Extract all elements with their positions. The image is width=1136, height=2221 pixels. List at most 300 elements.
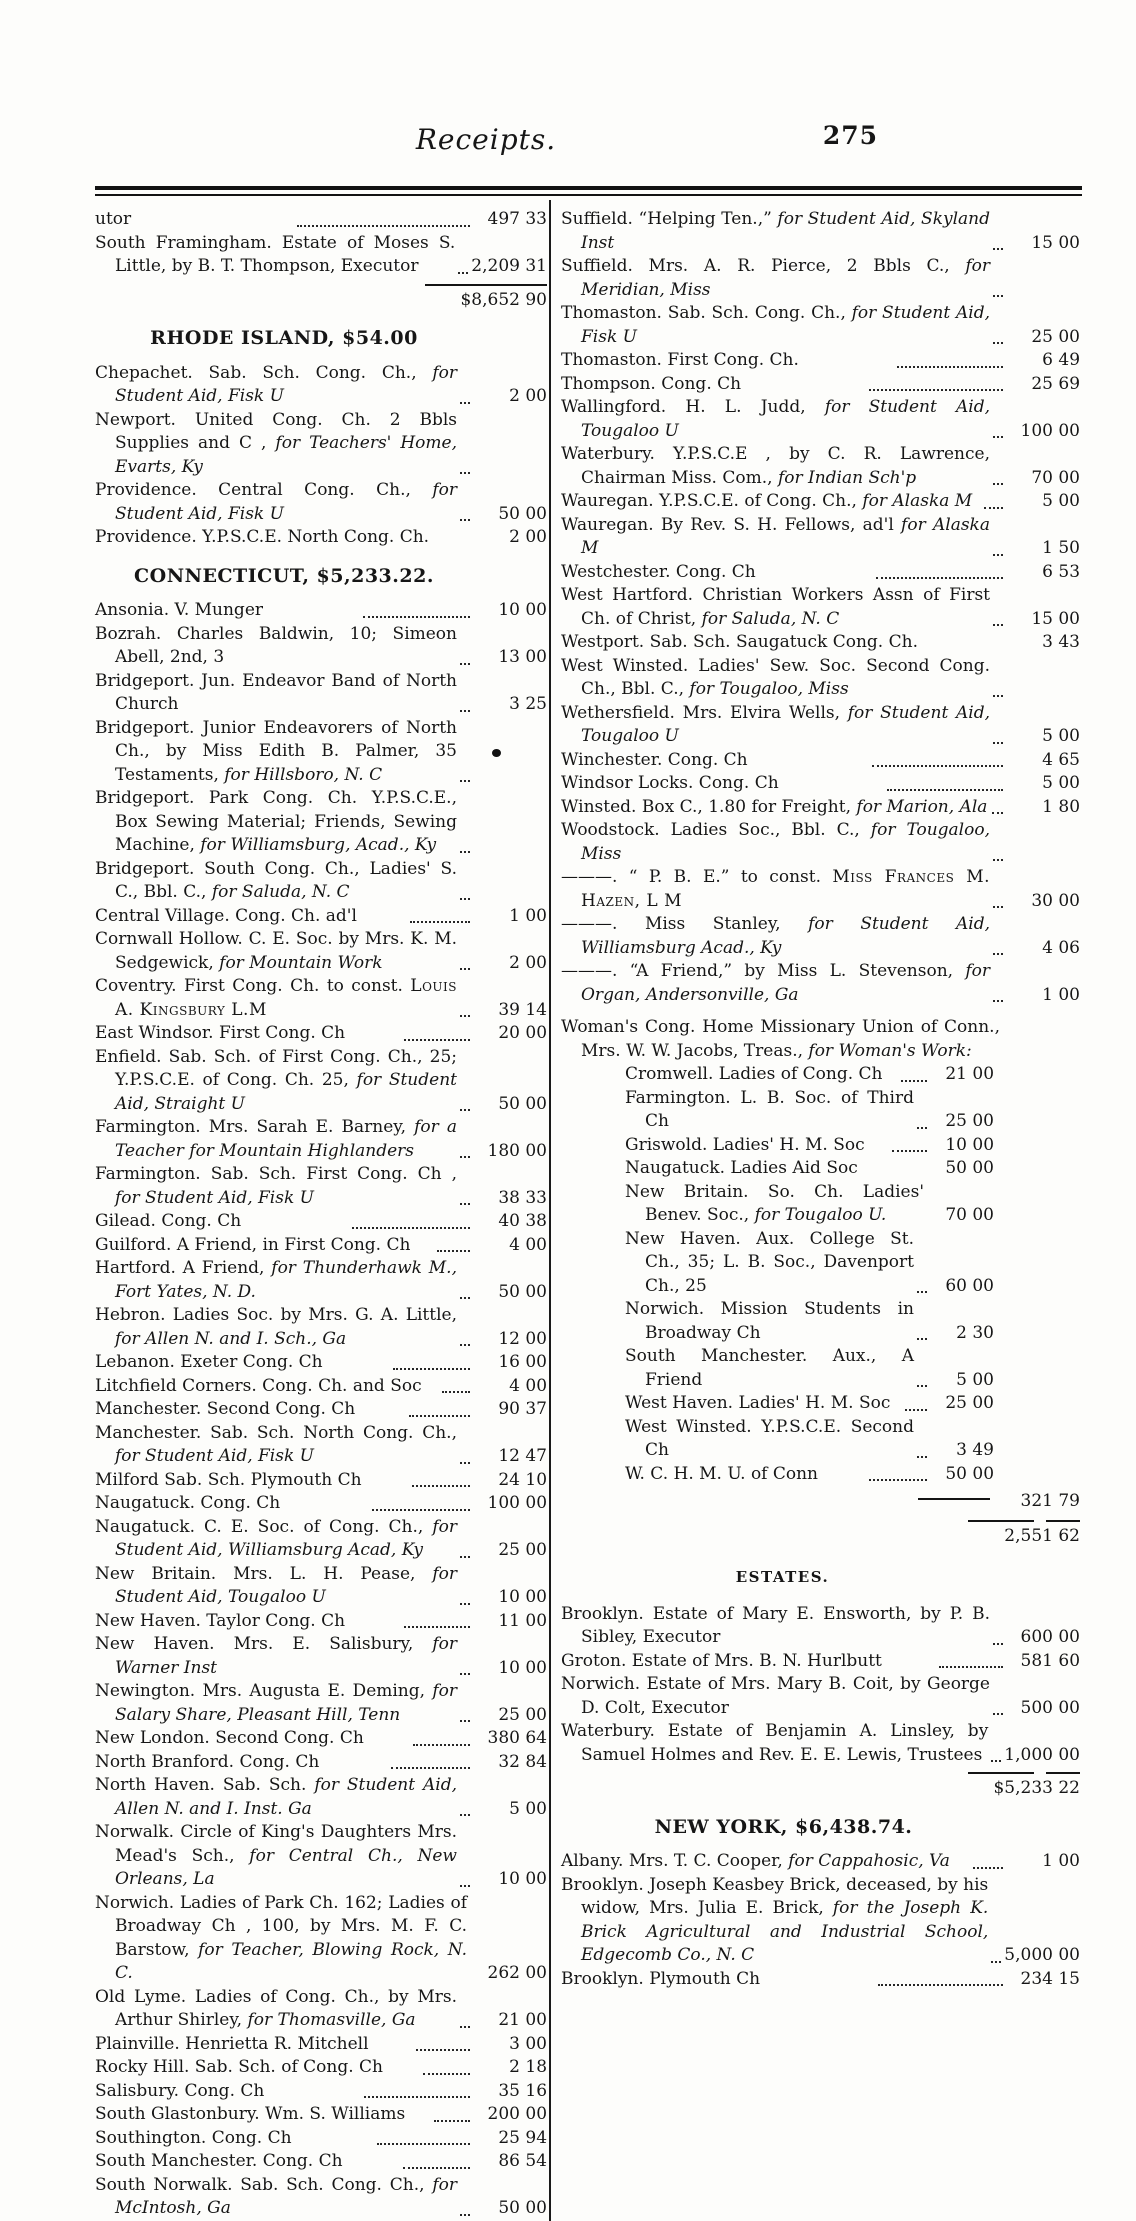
receipt-entry — [561, 1968, 1080, 1992]
italic-designation: for Student Aid, Fisk U — [115, 480, 457, 524]
amount: 10 00 — [498, 1587, 547, 1607]
dot-leader — [993, 624, 1003, 626]
entry-text-block — [625, 1063, 898, 1087]
amount: 50 00 — [945, 1463, 995, 1484]
receipt-entry — [95, 1610, 547, 1634]
amount: 11 00 — [498, 1610, 548, 1631]
dot-leader — [897, 366, 1003, 368]
entry-text: Farmington. Mrs. Sarah E. Barney, — [95, 1117, 415, 1137]
receipt-entry — [625, 1228, 994, 1299]
sum-rule-cents — [1046, 1520, 1080, 1522]
amount: 380 64 — [487, 1728, 547, 1748]
receipt-entry — [95, 1516, 547, 1563]
amount: 21 00 — [498, 2010, 547, 2030]
dot-leader — [869, 1479, 927, 1481]
entry-text-block — [95, 1492, 369, 1516]
dot-leader — [458, 272, 468, 274]
entry-text-block — [95, 208, 294, 232]
italic-designation: for Teachers' Home, Evarts, Ky — [115, 433, 457, 477]
dot-leader — [372, 1509, 470, 1511]
amount: 13 00 — [498, 647, 547, 667]
entry-text-block — [625, 1416, 914, 1463]
entry-text: East Windsor. First Cong. Ch — [95, 1023, 346, 1043]
entry-text-block — [625, 1298, 914, 1345]
italic-designation: for McIntosh, Ga — [115, 2174, 457, 2218]
entry-text-block — [95, 2080, 361, 2104]
dot-leader — [413, 1744, 470, 1746]
entry-text-block — [95, 232, 455, 279]
dot-leader — [460, 1814, 470, 1816]
entry-text: Cromwell. Ladies of Cong. Ch — [625, 1064, 883, 1084]
amount: 262 00 — [487, 1963, 547, 1983]
entry-text-block — [561, 1968, 875, 1992]
entry-text: Providence. Central Cong. Ch., — [95, 480, 433, 500]
entry-text-block — [95, 1163, 457, 1210]
italic-designation: for Warner Inst — [115, 1634, 457, 1678]
receipt-entry — [95, 975, 547, 1022]
dot-leader — [993, 953, 1003, 955]
subtotal-rule — [918, 1498, 990, 1500]
amount: 40 38 — [498, 1211, 547, 1231]
amount: 30 00 — [1031, 890, 1080, 911]
entry-text: Suffield. “Helping Ten.,” — [561, 209, 778, 229]
dot-leader — [876, 577, 1003, 579]
entry-text-block — [561, 302, 990, 349]
amount: 6 49 — [1042, 350, 1081, 370]
amount: 25 00 — [498, 1540, 547, 1560]
entry-text-block — [95, 2056, 420, 2080]
dot-leader — [992, 812, 1003, 814]
amount: 3 25 — [509, 694, 547, 714]
italic-designation: for Meridian, Miss — [581, 256, 990, 300]
italic-designation: for Hillsboro, N. C — [224, 764, 383, 785]
dot-leader — [404, 1039, 470, 1041]
entry-text-block — [95, 670, 457, 717]
receipt-entry — [625, 1134, 994, 1158]
entry-text-block — [561, 1016, 1000, 1063]
dot-leader — [416, 2049, 470, 2051]
receipt-entry — [561, 1603, 1080, 1650]
amount: 1 00 — [509, 905, 547, 926]
dot-leader — [434, 2120, 470, 2122]
receipt-entry — [561, 772, 1080, 796]
entry-text-block — [561, 655, 990, 702]
amount: 50 00 — [498, 503, 547, 524]
amount: 1 00 — [1042, 1851, 1080, 1871]
amount: 5 00 — [1042, 491, 1080, 511]
entry-text-block — [625, 1345, 914, 1392]
amount: 2 00 — [509, 952, 547, 973]
amount: 2,209 31 — [471, 256, 547, 276]
entry-text-block — [95, 623, 457, 670]
receipt-entry — [561, 819, 1080, 866]
entry-text-block — [95, 1751, 388, 1775]
entry-text-block — [561, 1650, 936, 1674]
entry-text-block — [561, 443, 990, 490]
amount: 2 00 — [509, 527, 547, 547]
sum-rule — [968, 1520, 1080, 1522]
entry-text-block — [95, 409, 457, 480]
entry-text-block — [561, 255, 990, 302]
dot-leader — [993, 906, 1003, 908]
entry-text-block — [561, 208, 990, 255]
entry-text-block — [561, 1874, 988, 1968]
dot-leader — [973, 1867, 1003, 1869]
dot-leader — [460, 968, 470, 970]
dot-leader — [460, 519, 470, 521]
dot-leader — [905, 1409, 927, 1411]
amount: 4 65 — [1042, 749, 1080, 770]
receipt-entry — [95, 2056, 547, 2080]
total-row — [95, 284, 547, 313]
dot-leader — [377, 2143, 470, 2145]
receipt-entry — [95, 670, 547, 717]
dot-leader — [460, 1720, 470, 1722]
entry-text-block — [561, 349, 894, 373]
sum-rule-dollars — [968, 1772, 1034, 1774]
entry-text: Suffield. Mrs. A. R. Pierce, 2 Bbls C., — [561, 256, 966, 276]
entry-text: Litchfield Corners. Cong. Ch. and Soc — [95, 1375, 422, 1396]
entry-text-block — [625, 1463, 866, 1487]
dot-leader — [993, 483, 1003, 485]
section-heading: ESTATES. — [735, 1568, 830, 1586]
italic-designation: for Allen N. and I. Sch., Ga — [115, 1328, 347, 1349]
entry-text-block — [95, 1469, 409, 1493]
total-amount: $5,233 22 — [993, 1778, 1080, 1798]
entry-text-block — [95, 362, 457, 409]
entry-text: Wethersfield. Mrs. Elvira Wells, — [561, 702, 848, 723]
entry-text: ———. Miss Stanley, — [561, 914, 809, 934]
italic-designation: for Student Aid, Fisk U — [115, 1446, 315, 1466]
receipt-entry — [95, 1821, 547, 1892]
right-column — [549, 200, 1080, 2221]
entry-text-block — [561, 772, 884, 796]
entry-text: Woodstock. Ladies Soc., Bbl. C., — [561, 820, 871, 840]
receipt-entry — [95, 2033, 547, 2057]
receipt-entry — [95, 1234, 547, 1258]
receipt-entry — [561, 960, 1080, 1007]
entry-text-block — [95, 2127, 374, 2151]
entry-text-block — [561, 913, 990, 960]
entry-text: New Haven. Mrs. E. Salisbury, — [95, 1634, 433, 1654]
entry-text-block — [95, 599, 360, 623]
entry-text: Manchester. Second Cong. Ch — [95, 1399, 356, 1419]
dot-leader — [460, 780, 470, 782]
entry-text: utor — [95, 209, 132, 229]
entry-text: Old Lyme. Ladies of Cong. Ch., by Mrs. Arthur Shirley, — [95, 1986, 457, 2030]
amount: 4 00 — [509, 1234, 547, 1255]
entry-text-block — [561, 373, 866, 397]
amount: 2 00 — [509, 386, 547, 406]
dot-leader — [364, 2096, 470, 2098]
receipt-entry — [95, 787, 547, 858]
entry-text-block — [95, 1022, 401, 1046]
italic-designation: for Alaska M — [581, 514, 990, 558]
dot-leader — [460, 1015, 470, 1017]
entry-text: New Britain. Mrs. L. H. Pease, — [95, 1563, 433, 1584]
entry-text: Thompson. Cong. Ch — [561, 373, 742, 394]
subtotal-amount: 321 79 — [1020, 1491, 1080, 1511]
dot-leader — [460, 402, 470, 404]
receipt-entry — [95, 858, 547, 905]
amount: 25 94 — [498, 2127, 548, 2148]
entry-text-block — [561, 819, 990, 866]
receipt-entry — [561, 302, 1080, 349]
receipt-entry — [95, 208, 547, 232]
dot-leader — [993, 1000, 1003, 1002]
entry-text: Newport. United Cong. Ch. 2 Bbls Supplies and C , — [95, 409, 457, 453]
receipt-entry — [561, 443, 1080, 490]
dot-leader — [423, 2073, 470, 2075]
dot-leader — [917, 1291, 927, 1293]
ink-blot — [492, 749, 501, 757]
state-heading: RHODE ISLAND, $54.00 — [150, 327, 418, 349]
entry-text-block — [95, 1257, 457, 1304]
entry-text: West Winsted. Ladies' Sew. Soc. Second Cong. Ch., Bbl. C., — [561, 655, 990, 699]
amount: 15 00 — [1031, 232, 1080, 253]
entry-text: Newington. Mrs. Augusta E. Deming, — [95, 1681, 433, 1701]
entry-text-block — [625, 1181, 924, 1228]
entry-text-block — [95, 1892, 467, 1986]
dot-leader — [460, 1203, 470, 1205]
entry-text: Windsor Locks. Cong. Ch — [561, 773, 779, 793]
page-number: 275 — [822, 121, 878, 150]
entry-text: Wallingford. H. L. Judd, — [561, 397, 825, 417]
amount: 180 00 — [487, 1140, 547, 1161]
dot-leader — [460, 1603, 470, 1605]
receipt-entry — [95, 623, 547, 670]
italic-designation: for Student Aid, Fisk U — [115, 362, 457, 406]
dot-leader — [460, 1344, 470, 1346]
entry-text-block — [95, 1116, 457, 1163]
entry-text: Thomaston. Sab. Sch. Cong. Ch., — [561, 303, 852, 323]
entry-text-block — [95, 2150, 400, 2174]
entry-text: New Haven. Taylor Cong. Ch — [95, 1610, 346, 1631]
entry-text: Brooklyn. Estate of Mary E. Ensworth, by P. B. Sibley, Executor — [561, 1603, 990, 1647]
entry-text-block — [95, 2103, 431, 2127]
receipt-entry — [95, 1022, 547, 1046]
receipt-entry — [95, 1398, 547, 1422]
entry-text-block — [95, 1821, 457, 1892]
receipt-entry — [95, 1422, 547, 1469]
entry-text: Bridgeport. South Cong. Ch., Ladies' S. C., Bbl. C., — [95, 858, 457, 902]
amount: 100 00 — [487, 1493, 548, 1513]
entry-text: Bridgeport. Junior Endeavorers of North Ch., by Miss Edith B. Palmer, 35 Testaments, — [95, 717, 457, 785]
amount: 234 15 — [1020, 1968, 1080, 1989]
amount: 3 43 — [1042, 632, 1080, 652]
entry-text: ———. “ P. B. E.” to const. — [561, 867, 833, 887]
entry-text: Winchester. Cong. Ch — [561, 749, 748, 770]
entry-text: Woman's Cong. Home Missionary Union of Conn., Mrs. W. W. Jacobs, Treas., — [561, 1017, 1000, 1061]
receipt-entry — [95, 1469, 547, 1493]
amount: 4 00 — [509, 1375, 548, 1396]
dot-leader — [917, 1456, 927, 1458]
dot-leader — [460, 2214, 470, 2216]
receipt-entry — [95, 526, 547, 550]
entry-text: North Haven. Sab. Sch. — [95, 1775, 315, 1795]
receipt-entry — [95, 409, 547, 480]
sum-rule-cents — [1046, 1772, 1080, 1774]
dot-leader — [993, 342, 1003, 344]
italic-designation: for Cappahosic, Va — [788, 1851, 950, 1871]
amount: 10 00 — [945, 1134, 995, 1155]
entry-text: Guilford. A Friend, in First Cong. Ch — [95, 1234, 411, 1255]
receipt-entry — [95, 1727, 547, 1751]
entry-text: Farmington. Sab. Sch. First Cong. Ch , — [95, 1164, 457, 1184]
dot-leader — [993, 554, 1003, 556]
entry-text: West Haven. Ladies' H. M. Soc — [625, 1393, 891, 1413]
amount: 200 00 — [487, 2104, 548, 2124]
entry-text-block — [95, 975, 457, 1022]
receipt-entry — [625, 1181, 994, 1228]
dot-leader — [939, 1666, 1003, 1668]
amount: 10 00 — [498, 1869, 547, 1889]
italic-designation: for Williamsburg, Acad., Ky — [200, 835, 437, 855]
entry-text: South Manchester. Cong. Ch — [95, 2151, 343, 2171]
dot-leader — [352, 1227, 470, 1229]
dot-leader — [872, 765, 1003, 767]
entry-text: Naugatuck. Ladies Aid Soc — [625, 1158, 858, 1178]
entry-text-block — [625, 1392, 902, 1416]
entry-text: Hebron. Ladies Soc. by Mrs. G. A. Little, — [95, 1305, 457, 1325]
dot-leader — [993, 742, 1003, 744]
italic-designation: for Student Aid, Williamsburg Acad, Ky — [115, 1516, 457, 1560]
receipt-entry — [95, 928, 547, 975]
italic-designation: for Student Aid, Williamsburg Acad., Ky — [581, 914, 990, 958]
dot-leader — [297, 225, 470, 227]
dot-leader — [460, 1109, 470, 1111]
dot-leader — [460, 898, 470, 900]
entry-text: Westport. Sab. Sch. Saugatuck Cong. Ch. — [561, 632, 918, 652]
dot-leader — [993, 1643, 1003, 1645]
entry-text: Naugatuck. C. E. Soc. of Cong. Ch., — [95, 1516, 433, 1537]
italic-designation: for Student Aid, Straight U — [115, 1070, 457, 1114]
receipt-entry — [561, 584, 1080, 631]
dot-leader — [991, 1961, 1001, 1963]
entry-text: Norwich. Ladies of Park Ch. 162; Ladies of Broadway Ch , 100, by Mrs. M. F. C. Barstow, — [95, 1892, 467, 1960]
dot-leader — [917, 1338, 927, 1340]
receipt-entry — [95, 1986, 547, 2033]
amount: 12 00 — [498, 1328, 547, 1349]
italic-designation: for Indian Sch'p — [777, 467, 917, 488]
entry-text-block — [95, 1210, 349, 1234]
entry-text: Waterbury. Estate of Benjamin A. Linsley, by Samuel Holmes and Rev. E. E. Lewis, Trustees — [561, 1721, 989, 1765]
entry-text: Cornwall Hollow. C. E. Soc. by Mrs. K. M. Sedgewick, — [95, 929, 457, 973]
entry-text: Enfield. Sab. Sch. of First Cong. Ch., 25; Y.P.S.C.E. of Cong. Ch. 25, — [95, 1046, 457, 1090]
amount: 497 33 — [487, 209, 547, 229]
receipt-entry — [95, 2127, 547, 2151]
amount: 86 54 — [498, 2151, 547, 2171]
receipt-entry — [561, 1673, 1080, 1720]
dot-leader — [993, 295, 1003, 297]
dot-leader — [460, 663, 470, 665]
total-box — [425, 284, 547, 313]
amount: 35 16 — [498, 2080, 548, 2101]
dot-leader — [993, 1713, 1003, 1715]
double-rule — [95, 186, 1082, 196]
entry-text-block — [95, 1774, 457, 1821]
entry-text: Bridgeport. Park Cong. Ch. Y.P.S.C.E., Box Sewing Material; Friends, Sewing Machine, — [95, 788, 457, 855]
entry-text-block — [561, 561, 873, 585]
amount: 500 00 — [1020, 1697, 1080, 1718]
italic-designation: for Thunderhawk M., Fort Yates, N. D. — [115, 1258, 457, 1302]
amount: 1,000 00 — [1004, 1744, 1080, 1765]
entry-text-block — [95, 717, 457, 788]
amount: 25 00 — [1031, 326, 1080, 347]
receipt-entry — [561, 1850, 1080, 1874]
dot-leader — [917, 1385, 927, 1387]
amount: 1 80 — [1042, 796, 1081, 817]
entry-text-block — [95, 928, 457, 975]
receipt-entry — [95, 2103, 547, 2127]
dot-leader — [460, 851, 470, 853]
italic-designation: for the Joseph K. Brick Agricultural and Industrial School, Edgecomb Co., N. C — [581, 1898, 989, 1965]
entry-text: Providence. Y.P.S.C.E. North Cong. Ch. — [95, 527, 430, 547]
entry-text: Norwich. Estate of Mrs. Mary B. Coit, by George D. Colt, Executor — [561, 1674, 990, 1718]
dot-leader — [984, 507, 1003, 509]
dot-leader — [887, 789, 1003, 791]
small-caps-text: Miss Frances M. Hazen, L M — [581, 867, 991, 911]
entry-text: Gilead. Cong. Ch — [95, 1211, 242, 1231]
dot-leader — [991, 1760, 1001, 1762]
receipt-entry — [625, 1416, 994, 1463]
receipt-entry — [561, 913, 1080, 960]
dot-leader — [403, 2167, 470, 2169]
receipt-entry — [561, 1874, 1080, 1968]
dot-leader — [993, 695, 1003, 697]
subtotal-row — [561, 1490, 1080, 1514]
entry-text: Griswold. Ladies' H. M. Soc — [625, 1134, 865, 1155]
amount: 16 00 — [498, 1352, 547, 1372]
receipt-entry — [561, 631, 1080, 655]
entry-text-block — [95, 1375, 439, 1399]
amount: 38 33 — [498, 1187, 547, 1208]
entry-text: Thomaston. First Cong. Ch. — [561, 350, 799, 370]
entry-text-block — [95, 1727, 410, 1751]
total-amount: 2,551 62 — [1004, 1525, 1080, 1546]
italic-designation: for Tougaloo, Miss — [689, 679, 849, 699]
amount: 32 84 — [498, 1751, 547, 1772]
italic-designation: for Tougaloo, Miss — [581, 820, 990, 864]
entry-text: Wauregan. Y.P.S.C.E. of Cong. Ch., — [561, 491, 863, 511]
entry-text: Central Village. Cong. Ch. ad'l — [95, 905, 357, 926]
amount: 6 53 — [1042, 561, 1081, 582]
entry-text-block — [561, 1673, 990, 1720]
amount: 3 49 — [956, 1440, 994, 1460]
entry-text: Brooklyn. Plymouth Ch — [561, 1968, 761, 1989]
dot-leader — [391, 1767, 470, 1769]
dot-leader — [393, 1368, 470, 1370]
receipt-entry — [625, 1063, 994, 1087]
receipt-entry — [561, 1016, 1080, 1063]
entry-text-block — [625, 1228, 914, 1299]
amount: 581 60 — [1020, 1650, 1081, 1671]
italic-designation: for Student Aid, Fisk U — [581, 303, 990, 347]
sum-rule — [968, 1772, 1080, 1774]
total-box — [968, 1520, 1080, 1549]
small-caps-text: Louis A. Kingsbury L.M — [115, 976, 457, 1020]
receipt-entry — [95, 1892, 547, 1986]
receipt-entry — [95, 1116, 547, 1163]
entry-text: Albany. Mrs. T. C. Cooper, — [561, 1851, 789, 1871]
entry-text-block — [561, 796, 989, 820]
entry-text: Groton. Estate of Mrs. B. N. Hurlbutt — [561, 1650, 882, 1671]
receipt-entry — [95, 1046, 547, 1117]
receipt-entry — [561, 1720, 1080, 1767]
receipt-entry — [95, 1492, 547, 1516]
amount: 10 00 — [498, 600, 547, 620]
italic-designation: for Woman's Work: — [808, 1040, 972, 1061]
